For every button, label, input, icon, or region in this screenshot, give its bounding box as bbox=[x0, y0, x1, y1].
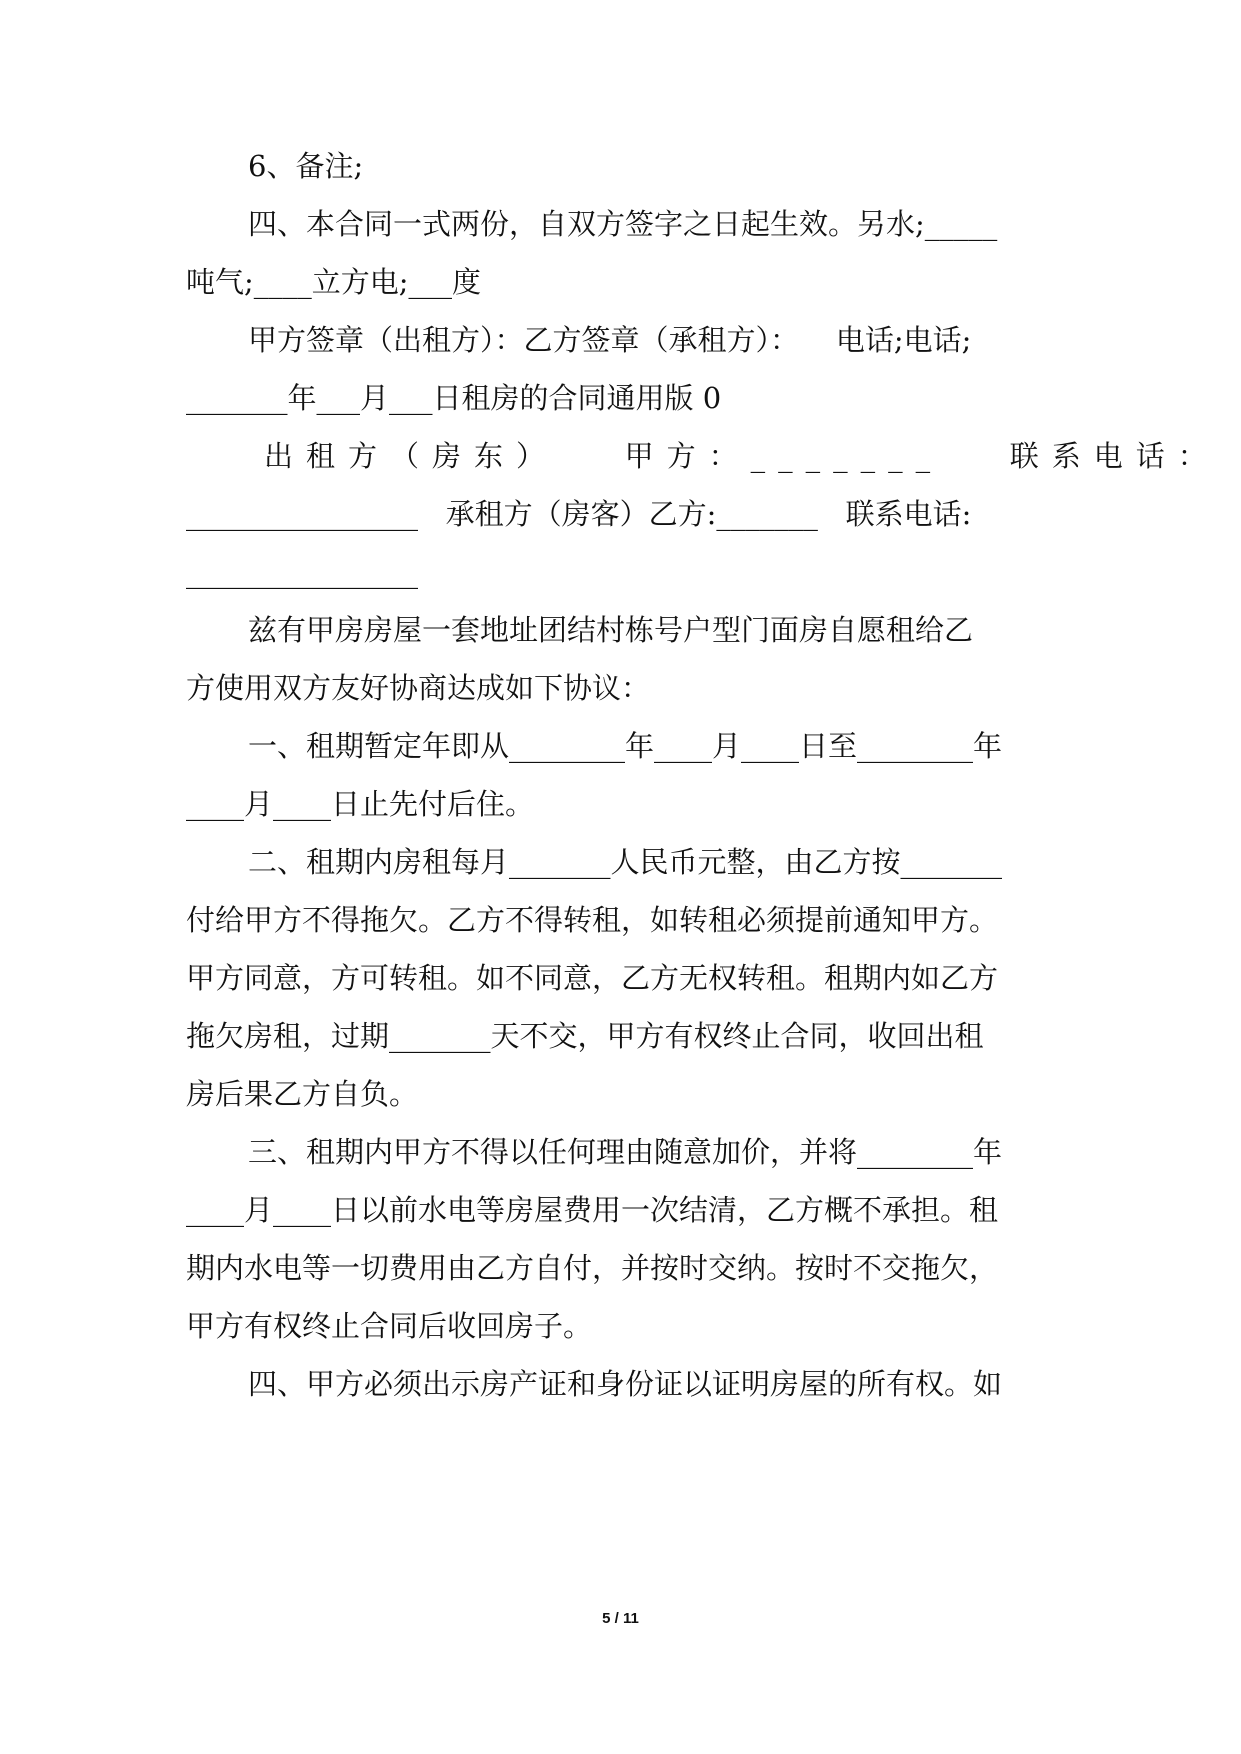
text-line: 吨气;____立方电;___度 bbox=[186, 265, 482, 299]
text-line: 二、租期内房租每月_______人民币元整，由乙方按_______ bbox=[248, 845, 1003, 879]
text-line: 甲方同意，方可转租。如不同意，乙方无权转租。租期内如乙方 bbox=[186, 961, 999, 995]
text-line: 期内水电等一切费用由乙方自付，并按时交纳。按时不交拖欠， bbox=[186, 1251, 999, 1285]
text-line: 方使用双方友好协商达成如下协议： bbox=[186, 671, 651, 705]
text-line: ________________ bbox=[186, 555, 418, 589]
text-line: 房后果乙方自负。 bbox=[186, 1077, 419, 1111]
text-line: 出租方（房东） 甲方：_______ 联系电话： bbox=[264, 439, 1220, 473]
text-line: 三、租期内甲方不得以任何理由随意加价，并将________年 bbox=[248, 1135, 1003, 1169]
text-line: ____月____日以前水电等房屋费用一次结清，乙方概不承担。租 bbox=[186, 1193, 999, 1227]
text-line: 一、租期暂定年即从________年____月____日至________年 bbox=[248, 729, 1003, 763]
text-line: 拖欠房租，过期_______天不交，甲方有权终止合同，收回出租 bbox=[186, 1019, 984, 1053]
text-line: 兹有甲房房屋一套地址团结村栋号户型门面房自愿租给乙 bbox=[248, 613, 974, 647]
text-line: 四、本合同一式两份，自双方签字之日起生效。另水;_____ bbox=[248, 207, 998, 241]
text-line: ________________ 承租方（房客）乙方:_______ 联系电话: bbox=[186, 497, 972, 531]
page-number: 5 / 11 bbox=[602, 1610, 639, 1627]
text-line: 付给甲方不得拖欠。乙方不得转租，如转租必须提前通知甲方。 bbox=[186, 903, 999, 937]
text-line: _______年___月___日租房的合同通用版 0 bbox=[186, 381, 722, 415]
text-line: 6、备注; bbox=[248, 149, 364, 183]
text-line: 甲方有权终止合同后收回房子。 bbox=[186, 1309, 593, 1343]
text-line: ____月____日止先付后住。 bbox=[186, 787, 535, 821]
text-line: 四、甲方必须出示房产证和身份证以证明房屋的所有权。如 bbox=[248, 1367, 1003, 1401]
text-line: 甲方签章（出租方）：乙方签章（承租方）： 电话;电话; bbox=[248, 323, 972, 357]
